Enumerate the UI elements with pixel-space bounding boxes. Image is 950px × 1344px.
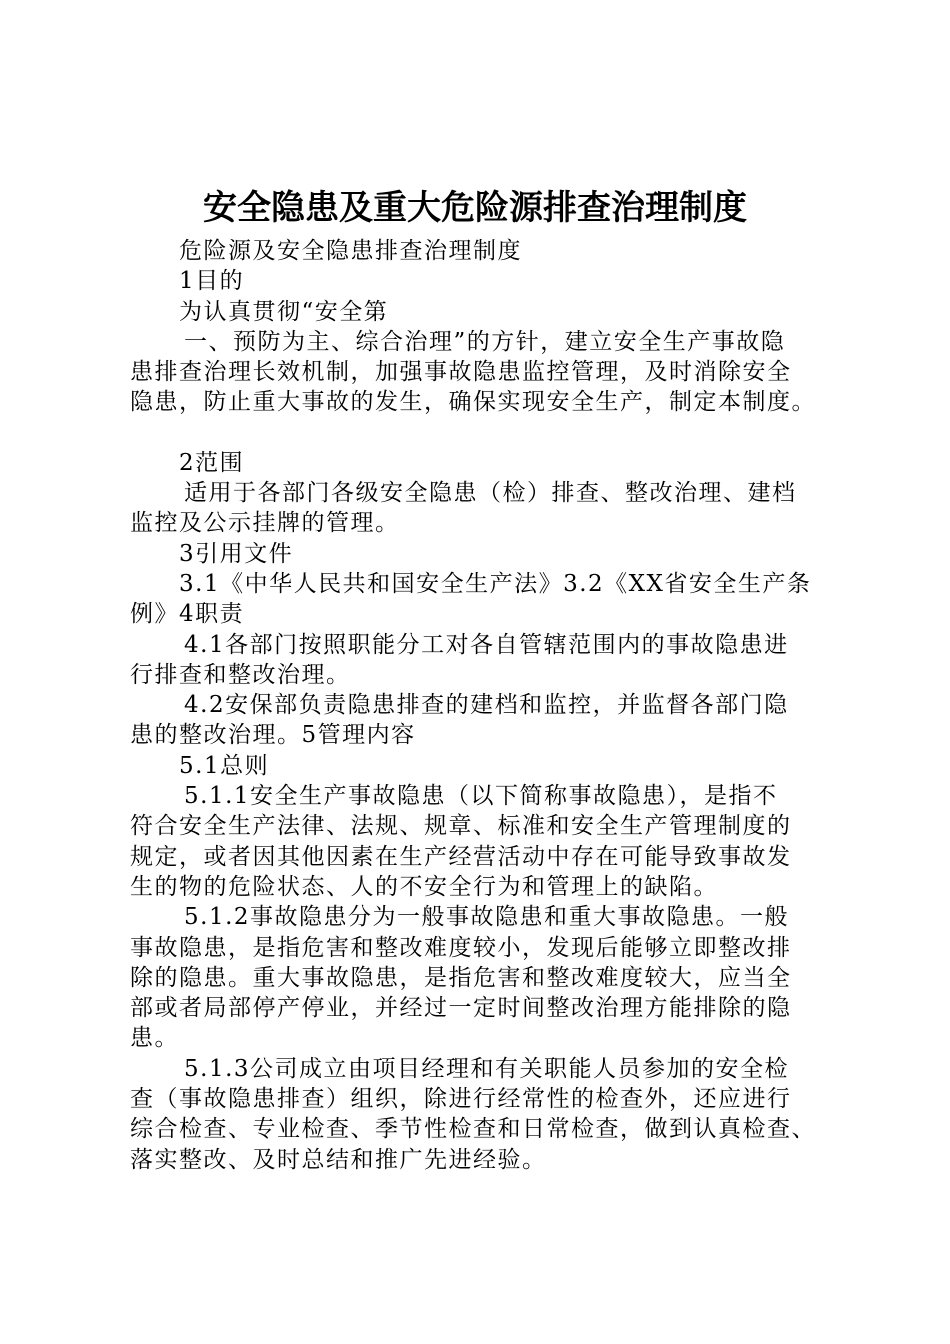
text-line: 2范围 (179, 449, 245, 476)
text-line: 为认真贯彻“安全第 (179, 298, 389, 325)
text-line: 规定，或者因其他因素在生产经营活动中存在可能导致事故发 (130, 843, 792, 870)
text-line: 危险源及安全隐患排查治理制度 (179, 238, 522, 264)
text-line: 1目的 (179, 268, 245, 295)
text-line: 患排查治理长效机制，加强事故隐患监控管理，及时消除安全 (130, 359, 792, 386)
document-title: 安全隐患及重大危险源排查治理制度 (203, 188, 747, 228)
text-line: 4.1各部门按照职能分工对各自管辖范围内的事故隐患进 (184, 631, 789, 658)
text-line: 查（事故隐患排查）组织，除进行经常性的检查外，还应进行 (130, 1086, 792, 1113)
text-line: 除的隐患。重大事故隐患，是指危害和整改难度较大，应当全 (130, 964, 792, 991)
text-line: 落实整改、及时总结和推广先进经验。 (130, 1146, 547, 1173)
text-line: 事故隐患，是指危害和整改难度较小，发现后能够立即整改排 (130, 934, 792, 961)
text-line: 一、预防为主、综合治理”的方针，建立安全生产事故隐 (184, 328, 786, 355)
document-body (130, 236, 840, 1175)
text-line: 3.1《中华人民共和国安全生产法》3.2《XX省安全生产条 (179, 570, 812, 597)
text-line: 适用于各部门各级安全隐患（检）排查、整改治理、建档 (184, 480, 797, 507)
text-line: 生的物的危险状态、人的不安全行为和管理上的缺陷。 (130, 873, 718, 900)
text-line: 4.2安保部负责隐患排查的建档和监控，并监督各部门隐 (184, 692, 789, 719)
text-line: 患的整改治理。5管理内容 (130, 722, 416, 749)
text-line: 符合安全生产法律、法规、规章、标准和安全生产管理制度的 (130, 813, 792, 840)
text-line: 监控及公示挂牌的管理。 (130, 510, 400, 537)
text-line: 例》4职责 (130, 601, 245, 628)
text-line: 5.1.2事故隐患分为一般事故隐患和重大事故隐患。一般 (184, 904, 790, 931)
text-line: 3引用文件 (179, 540, 294, 567)
paragraph-gap (130, 418, 840, 448)
text-line: 部或者局部停产停业，并经过一定时间整改治理方能排除的隐 (130, 995, 792, 1022)
text-line: 5.1.3公司成立由项目经理和有关职能人员参加的安全检 (184, 1055, 790, 1082)
text-line: 隐患，防止重大事故的发生，确保实现安全生产，制定本制度。 (130, 389, 816, 416)
text-line: 5.1.1安全生产事故隐患（以下简称事故隐患），是指不 (184, 783, 778, 810)
text-line: 5.1总则 (179, 752, 270, 779)
text-line: 综合检查、专业检查、季节性检查和日常检查，做到认真检查、 (130, 1116, 816, 1143)
text-line: 患。 (130, 1025, 179, 1052)
text-line: 行排查和整改治理。 (130, 661, 351, 688)
